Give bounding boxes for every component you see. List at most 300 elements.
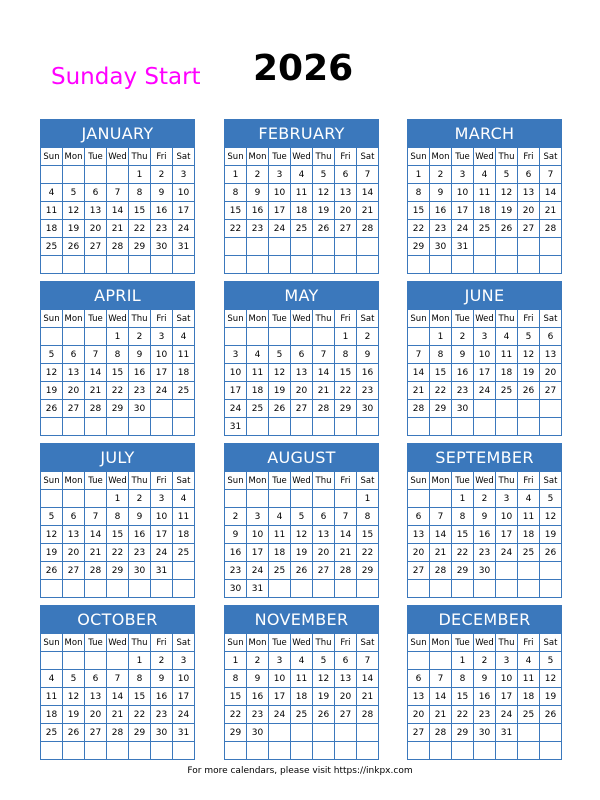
day-cell: 8 bbox=[129, 670, 151, 688]
weekday-header: Sun bbox=[225, 148, 247, 166]
day-cell bbox=[496, 238, 518, 256]
day-cell: 14 bbox=[357, 184, 379, 202]
day-cell: 26 bbox=[63, 238, 85, 256]
day-cell: 26 bbox=[313, 706, 335, 724]
day-cell: 25 bbox=[291, 706, 313, 724]
day-cell bbox=[151, 742, 173, 760]
day-cell: 4 bbox=[247, 346, 269, 364]
day-cell: 23 bbox=[247, 220, 269, 238]
day-cell: 1 bbox=[430, 328, 452, 346]
day-cell: 12 bbox=[41, 364, 63, 382]
weekday-header: Wed bbox=[107, 310, 129, 328]
day-cell: 27 bbox=[85, 238, 107, 256]
day-cell bbox=[247, 328, 269, 346]
day-cell: 3 bbox=[452, 166, 474, 184]
day-cell: 21 bbox=[430, 706, 452, 724]
month-april bbox=[40, 281, 195, 436]
week-row bbox=[408, 256, 562, 274]
week-row bbox=[408, 490, 562, 508]
day-cell bbox=[474, 580, 496, 598]
day-cell: 25 bbox=[518, 544, 540, 562]
day-cell: 2 bbox=[430, 166, 452, 184]
weekday-header: Thu bbox=[129, 148, 151, 166]
week-row bbox=[41, 418, 195, 436]
day-cell: 11 bbox=[173, 346, 195, 364]
day-cell: 4 bbox=[518, 652, 540, 670]
day-cell: 4 bbox=[269, 508, 291, 526]
weekday-header: Sat bbox=[540, 634, 562, 652]
day-cell: 23 bbox=[474, 706, 496, 724]
day-cell: 26 bbox=[540, 706, 562, 724]
weekday-header: Sat bbox=[173, 634, 195, 652]
day-cell: 13 bbox=[63, 364, 85, 382]
day-cell: 19 bbox=[313, 688, 335, 706]
day-cell: 12 bbox=[63, 202, 85, 220]
day-cell bbox=[269, 238, 291, 256]
day-cell: 19 bbox=[41, 544, 63, 562]
day-cell: 28 bbox=[107, 724, 129, 742]
week-row bbox=[225, 328, 379, 346]
month-title: AUGUST bbox=[224, 443, 379, 471]
week-row bbox=[408, 706, 562, 724]
day-cell bbox=[291, 256, 313, 274]
week-row bbox=[225, 652, 379, 670]
day-cell: 24 bbox=[452, 220, 474, 238]
weekday-header: Wed bbox=[291, 310, 313, 328]
day-cell bbox=[496, 256, 518, 274]
weekday-header: Fri bbox=[151, 310, 173, 328]
day-cell bbox=[291, 580, 313, 598]
day-cell: 16 bbox=[151, 688, 173, 706]
day-cell bbox=[496, 580, 518, 598]
week-row bbox=[225, 562, 379, 580]
day-cell bbox=[408, 256, 430, 274]
weekday-header: Sun bbox=[408, 310, 430, 328]
day-cell bbox=[452, 418, 474, 436]
month-table bbox=[407, 309, 562, 436]
week-row bbox=[408, 202, 562, 220]
day-cell bbox=[313, 256, 335, 274]
day-cell: 17 bbox=[269, 688, 291, 706]
day-cell: 23 bbox=[247, 706, 269, 724]
week-row bbox=[41, 688, 195, 706]
day-cell: 20 bbox=[291, 382, 313, 400]
weekday-header: Thu bbox=[129, 310, 151, 328]
day-cell bbox=[496, 418, 518, 436]
month-september bbox=[407, 443, 562, 598]
day-cell bbox=[357, 580, 379, 598]
day-cell: 22 bbox=[129, 220, 151, 238]
day-cell: 11 bbox=[518, 670, 540, 688]
day-cell bbox=[408, 328, 430, 346]
day-cell: 1 bbox=[452, 652, 474, 670]
day-cell: 16 bbox=[452, 364, 474, 382]
day-cell bbox=[41, 328, 63, 346]
day-cell: 22 bbox=[107, 382, 129, 400]
day-cell bbox=[518, 238, 540, 256]
week-row bbox=[41, 184, 195, 202]
week-row bbox=[41, 220, 195, 238]
week-row bbox=[41, 652, 195, 670]
day-cell: 7 bbox=[313, 346, 335, 364]
day-cell: 31 bbox=[496, 724, 518, 742]
day-cell: 23 bbox=[452, 382, 474, 400]
day-cell: 18 bbox=[269, 544, 291, 562]
day-cell: 14 bbox=[540, 184, 562, 202]
day-cell: 4 bbox=[41, 670, 63, 688]
day-cell: 17 bbox=[151, 364, 173, 382]
month-table bbox=[40, 309, 195, 436]
day-cell: 7 bbox=[107, 184, 129, 202]
weekday-header: Tue bbox=[85, 472, 107, 490]
day-cell bbox=[430, 418, 452, 436]
day-cell: 12 bbox=[63, 688, 85, 706]
day-cell: 19 bbox=[496, 202, 518, 220]
weekday-header: Thu bbox=[496, 472, 518, 490]
day-cell: 10 bbox=[247, 526, 269, 544]
day-cell: 1 bbox=[408, 166, 430, 184]
weekday-header: Mon bbox=[247, 310, 269, 328]
week-row bbox=[225, 508, 379, 526]
day-cell: 15 bbox=[452, 526, 474, 544]
day-cell: 30 bbox=[151, 238, 173, 256]
day-cell bbox=[408, 490, 430, 508]
month-december bbox=[407, 605, 562, 760]
day-cell bbox=[107, 580, 129, 598]
day-cell: 1 bbox=[357, 490, 379, 508]
day-cell: 5 bbox=[291, 508, 313, 526]
weekday-header: Tue bbox=[452, 634, 474, 652]
day-cell: 10 bbox=[452, 184, 474, 202]
day-cell: 5 bbox=[313, 166, 335, 184]
day-cell: 28 bbox=[85, 562, 107, 580]
day-cell bbox=[247, 742, 269, 760]
day-cell bbox=[430, 742, 452, 760]
week-row bbox=[225, 382, 379, 400]
day-cell: 11 bbox=[269, 526, 291, 544]
day-cell bbox=[452, 256, 474, 274]
day-cell: 31 bbox=[151, 562, 173, 580]
weekday-header: Thu bbox=[129, 472, 151, 490]
day-cell: 6 bbox=[63, 508, 85, 526]
day-cell bbox=[335, 490, 357, 508]
day-cell: 10 bbox=[496, 670, 518, 688]
week-row bbox=[408, 670, 562, 688]
day-cell: 24 bbox=[474, 382, 496, 400]
weekday-header: Thu bbox=[496, 310, 518, 328]
day-cell: 16 bbox=[474, 688, 496, 706]
day-cell bbox=[335, 256, 357, 274]
day-cell: 17 bbox=[269, 202, 291, 220]
day-cell: 13 bbox=[63, 526, 85, 544]
weekday-header: Sun bbox=[408, 148, 430, 166]
day-cell bbox=[151, 580, 173, 598]
month-table bbox=[224, 633, 379, 760]
day-cell bbox=[151, 400, 173, 418]
day-cell: 21 bbox=[357, 202, 379, 220]
week-row bbox=[408, 166, 562, 184]
week-row bbox=[408, 580, 562, 598]
day-cell: 17 bbox=[496, 688, 518, 706]
day-cell: 16 bbox=[129, 526, 151, 544]
day-cell: 18 bbox=[474, 202, 496, 220]
day-cell: 25 bbox=[474, 220, 496, 238]
day-cell: 29 bbox=[408, 238, 430, 256]
day-cell: 12 bbox=[540, 508, 562, 526]
day-cell bbox=[496, 562, 518, 580]
day-cell: 24 bbox=[269, 220, 291, 238]
day-cell: 16 bbox=[247, 688, 269, 706]
week-row bbox=[41, 562, 195, 580]
month-title: MARCH bbox=[407, 119, 562, 147]
day-cell: 25 bbox=[247, 400, 269, 418]
weekday-header: Mon bbox=[63, 310, 85, 328]
day-cell: 13 bbox=[313, 526, 335, 544]
week-row bbox=[408, 400, 562, 418]
day-cell: 5 bbox=[496, 166, 518, 184]
day-cell: 21 bbox=[107, 220, 129, 238]
week-row bbox=[408, 238, 562, 256]
week-row bbox=[408, 328, 562, 346]
day-cell: 5 bbox=[269, 346, 291, 364]
week-row bbox=[408, 562, 562, 580]
weekday-header: Fri bbox=[151, 148, 173, 166]
day-cell: 28 bbox=[357, 706, 379, 724]
day-cell: 25 bbox=[518, 706, 540, 724]
day-cell bbox=[41, 166, 63, 184]
day-cell bbox=[129, 742, 151, 760]
day-cell: 24 bbox=[496, 706, 518, 724]
day-cell: 16 bbox=[225, 544, 247, 562]
weekday-header: Mon bbox=[430, 472, 452, 490]
day-cell: 23 bbox=[151, 706, 173, 724]
calendar-subtitle: Sunday Start bbox=[51, 64, 201, 90]
day-cell: 2 bbox=[474, 490, 496, 508]
day-cell bbox=[173, 562, 195, 580]
week-row bbox=[41, 706, 195, 724]
day-cell: 3 bbox=[474, 328, 496, 346]
day-cell bbox=[225, 256, 247, 274]
day-cell: 30 bbox=[430, 238, 452, 256]
day-cell: 20 bbox=[335, 202, 357, 220]
month-title: SEPTEMBER bbox=[407, 443, 562, 471]
day-cell: 6 bbox=[85, 670, 107, 688]
day-cell bbox=[41, 580, 63, 598]
day-cell: 1 bbox=[225, 166, 247, 184]
day-cell bbox=[225, 328, 247, 346]
day-cell: 23 bbox=[129, 382, 151, 400]
day-cell: 23 bbox=[430, 220, 452, 238]
day-cell bbox=[335, 418, 357, 436]
month-title: JUNE bbox=[407, 281, 562, 309]
month-january bbox=[40, 119, 195, 274]
weekday-header: Sat bbox=[173, 472, 195, 490]
weekday-header: Thu bbox=[496, 148, 518, 166]
day-cell bbox=[408, 580, 430, 598]
weekday-header: Mon bbox=[247, 472, 269, 490]
week-row bbox=[225, 220, 379, 238]
day-cell: 1 bbox=[107, 490, 129, 508]
month-february bbox=[224, 119, 379, 274]
day-cell: 9 bbox=[452, 346, 474, 364]
day-cell: 12 bbox=[313, 184, 335, 202]
day-cell: 13 bbox=[85, 202, 107, 220]
day-cell: 8 bbox=[225, 670, 247, 688]
weekday-header: Sat bbox=[357, 148, 379, 166]
day-cell: 6 bbox=[335, 166, 357, 184]
day-cell bbox=[85, 256, 107, 274]
day-cell: 3 bbox=[173, 166, 195, 184]
day-cell bbox=[63, 166, 85, 184]
weekday-header: Tue bbox=[269, 634, 291, 652]
day-cell: 16 bbox=[430, 202, 452, 220]
day-cell: 28 bbox=[408, 400, 430, 418]
weekday-header: Wed bbox=[107, 472, 129, 490]
day-cell bbox=[107, 256, 129, 274]
day-cell bbox=[408, 418, 430, 436]
day-cell: 30 bbox=[129, 400, 151, 418]
weekday-header: Sun bbox=[41, 148, 63, 166]
day-cell: 29 bbox=[129, 238, 151, 256]
day-cell: 4 bbox=[173, 328, 195, 346]
day-cell bbox=[41, 256, 63, 274]
day-cell bbox=[335, 580, 357, 598]
day-cell bbox=[452, 580, 474, 598]
day-cell: 25 bbox=[173, 382, 195, 400]
day-cell: 18 bbox=[496, 364, 518, 382]
day-cell: 7 bbox=[408, 346, 430, 364]
day-cell bbox=[357, 256, 379, 274]
day-cell bbox=[291, 328, 313, 346]
day-cell: 6 bbox=[63, 346, 85, 364]
day-cell bbox=[173, 418, 195, 436]
weekday-header: Thu bbox=[496, 634, 518, 652]
day-cell: 21 bbox=[107, 706, 129, 724]
day-cell: 18 bbox=[291, 202, 313, 220]
weekday-header: Mon bbox=[430, 310, 452, 328]
day-cell: 7 bbox=[357, 166, 379, 184]
day-cell: 27 bbox=[408, 724, 430, 742]
day-cell: 30 bbox=[151, 724, 173, 742]
day-cell: 27 bbox=[408, 562, 430, 580]
weekday-header: Sun bbox=[408, 472, 430, 490]
day-cell: 15 bbox=[357, 526, 379, 544]
month-title: NOVEMBER bbox=[224, 605, 379, 633]
week-row bbox=[41, 580, 195, 598]
week-row bbox=[225, 580, 379, 598]
day-cell bbox=[291, 724, 313, 742]
day-cell: 8 bbox=[335, 346, 357, 364]
week-row bbox=[41, 238, 195, 256]
month-august bbox=[224, 443, 379, 598]
day-cell: 24 bbox=[173, 220, 195, 238]
month-table bbox=[40, 147, 195, 274]
weekday-header: Sun bbox=[41, 634, 63, 652]
day-cell: 28 bbox=[430, 724, 452, 742]
day-cell: 16 bbox=[129, 364, 151, 382]
day-cell: 17 bbox=[151, 526, 173, 544]
day-cell: 12 bbox=[269, 364, 291, 382]
footer-text: For more calendars, please visit https://inkpx.com bbox=[187, 766, 413, 776]
day-cell: 7 bbox=[85, 508, 107, 526]
day-cell: 10 bbox=[151, 346, 173, 364]
week-row bbox=[225, 742, 379, 760]
month-table bbox=[224, 147, 379, 274]
day-cell: 20 bbox=[518, 202, 540, 220]
day-cell: 13 bbox=[408, 526, 430, 544]
day-cell: 9 bbox=[474, 670, 496, 688]
day-cell bbox=[269, 580, 291, 598]
day-cell bbox=[313, 328, 335, 346]
day-cell bbox=[107, 418, 129, 436]
weekday-header: Fri bbox=[335, 634, 357, 652]
day-cell: 23 bbox=[129, 544, 151, 562]
day-cell bbox=[85, 328, 107, 346]
day-cell: 24 bbox=[496, 544, 518, 562]
day-cell: 20 bbox=[85, 220, 107, 238]
day-cell: 18 bbox=[173, 526, 195, 544]
day-cell: 4 bbox=[173, 490, 195, 508]
day-cell bbox=[474, 238, 496, 256]
day-cell bbox=[518, 562, 540, 580]
weekday-header: Thu bbox=[313, 310, 335, 328]
day-cell bbox=[129, 256, 151, 274]
weekday-header: Fri bbox=[518, 634, 540, 652]
day-cell: 23 bbox=[151, 220, 173, 238]
weekday-header: Wed bbox=[474, 634, 496, 652]
day-cell: 3 bbox=[151, 490, 173, 508]
day-cell: 4 bbox=[518, 490, 540, 508]
day-cell: 7 bbox=[85, 346, 107, 364]
day-cell: 29 bbox=[357, 562, 379, 580]
day-cell bbox=[107, 742, 129, 760]
day-cell: 14 bbox=[335, 526, 357, 544]
day-cell: 29 bbox=[225, 724, 247, 742]
week-row bbox=[225, 184, 379, 202]
day-cell bbox=[518, 256, 540, 274]
day-cell bbox=[85, 580, 107, 598]
week-row bbox=[41, 364, 195, 382]
day-cell: 21 bbox=[313, 382, 335, 400]
week-row bbox=[225, 670, 379, 688]
day-cell: 26 bbox=[41, 562, 63, 580]
day-cell: 1 bbox=[335, 328, 357, 346]
day-cell: 21 bbox=[335, 544, 357, 562]
day-cell: 3 bbox=[247, 508, 269, 526]
day-cell: 2 bbox=[225, 508, 247, 526]
day-cell: 6 bbox=[291, 346, 313, 364]
day-cell: 29 bbox=[452, 562, 474, 580]
day-cell: 20 bbox=[313, 544, 335, 562]
day-cell: 15 bbox=[452, 688, 474, 706]
day-cell bbox=[129, 580, 151, 598]
month-table bbox=[224, 471, 379, 598]
weekday-header: Mon bbox=[430, 634, 452, 652]
day-cell: 7 bbox=[430, 508, 452, 526]
day-cell: 27 bbox=[63, 400, 85, 418]
weekday-header: Sat bbox=[357, 310, 379, 328]
day-cell bbox=[269, 742, 291, 760]
day-cell: 31 bbox=[247, 580, 269, 598]
day-cell: 11 bbox=[474, 184, 496, 202]
weekday-header: Wed bbox=[474, 148, 496, 166]
day-cell bbox=[518, 724, 540, 742]
day-cell bbox=[313, 742, 335, 760]
day-cell: 7 bbox=[540, 166, 562, 184]
month-june bbox=[407, 281, 562, 436]
day-cell: 20 bbox=[408, 544, 430, 562]
day-cell bbox=[496, 742, 518, 760]
